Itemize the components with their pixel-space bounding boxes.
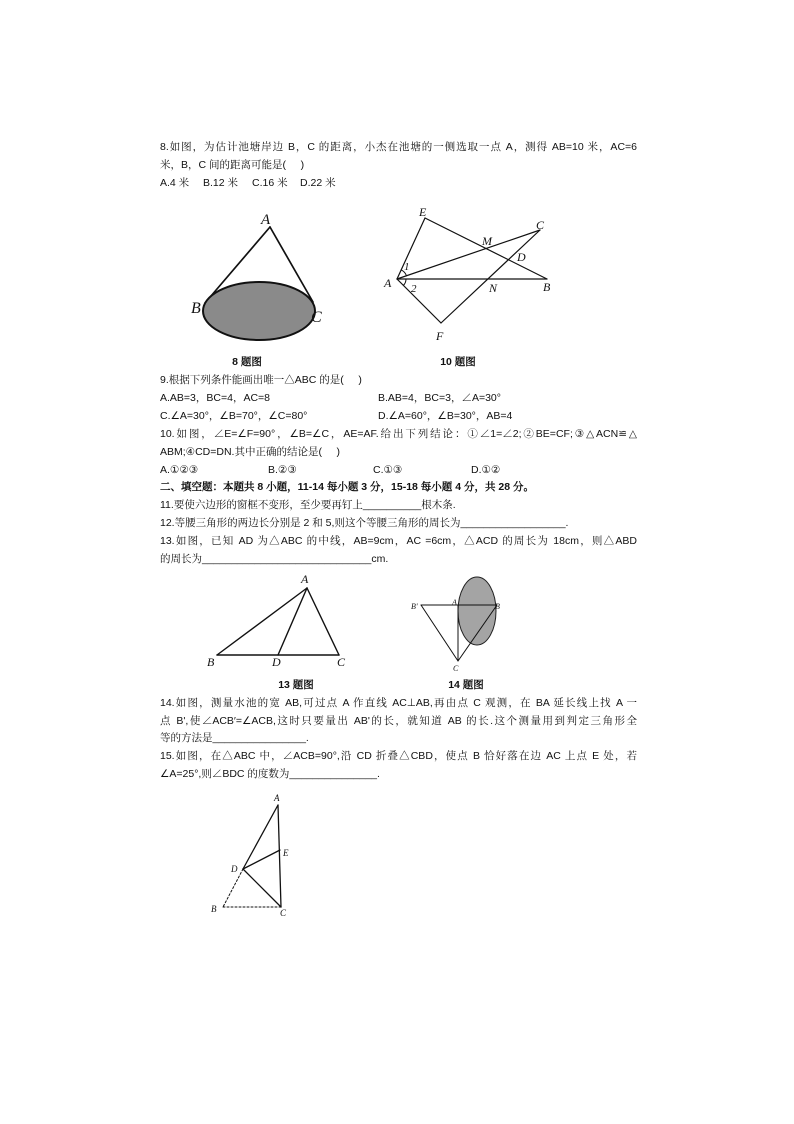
figure-10 [378,200,558,350]
fig15-label-e: E [283,848,289,858]
section-heading: 二、填空题：本题共 8 小题，11-14 每小题 3 分，15-18 每小题 4 分，共 28 分。 [160,481,534,493]
q9-option-c: C.∠A=30°，∠B=70°，∠C=80° [160,410,308,422]
q10-option-d: D.①② [471,464,501,476]
q9-option-a: A.AB=3，BC=4，AC=8 [160,392,271,404]
fig14-caption: 14 题图 [448,679,484,691]
fig8-label-c: C [311,309,322,326]
q10-option-b: B.②③ [268,464,297,476]
fig14-segment-bprime-c [421,605,458,661]
fig10-label-e: E [419,205,427,219]
fig14-pond-ellipse [458,577,496,645]
fig10-label-d: D [517,250,526,264]
fig15-segment-dc [243,869,281,907]
fig10-label-a: A [384,276,392,290]
fig14-label-a: A [452,598,457,607]
fig13-caption: 13 题图 [278,679,314,691]
q13-stem-line-1: 13.如图，已知 AD 为△ABC 的中线，AB=9cm，AC =6cm，△ACD 的周长为 18cm，则△ABD [160,535,637,547]
fig10-label-f: F [436,329,444,343]
fig10-label-angle-2: 2 [411,283,417,295]
fig10-label-b: B [543,280,551,294]
fig8-label-a: A [261,212,271,228]
q9-option-b: B.AB=4，BC=3，∠A=30° [378,392,501,404]
fig8-caption: 8 题图 [232,356,262,368]
fig10-caption: 10 题图 [440,356,476,368]
q8-option-c: C.16 米 [252,177,288,189]
q9-stem: 9.根据下列条件能画出唯一△ABC 的是( ) [160,374,362,386]
q15-stem-line-1: 15.如图，在△ABC 中，∠ACB=90°,沿 CD 折叠△CBD，使点 B 恰好落在边 AC 上点 E 处，若 [160,750,637,762]
fig15-label-b: B [211,904,217,914]
q9-option-d: D.∠A=60°，∠B=30°，AB=4 [378,410,513,422]
q8-option-d: D.22 米 [300,177,336,189]
fig8-label-b: B [191,300,201,317]
fig14-label-c: C [453,664,459,673]
fig15-label-c: C [280,908,287,918]
q10-option-c: C.①③ [373,464,403,476]
q10-stem-line-1: 10.如图，∠E=∠F=90°，∠B=∠C，AE=AF.给出下列结论：①∠1=∠2;②BE=CF;③△ACN≌△ [160,428,637,440]
fig8-pond-ellipse [203,282,315,340]
fig14-label-bprime: B' [411,602,418,611]
fig10-label-m: M [482,234,492,248]
fig13-segment-ac [307,588,339,655]
q10-option-a: A.①②③ [160,464,199,476]
fig13-label-b: B [207,655,215,669]
fig13-label-d: D [272,655,281,669]
q15-stem-line-2: ∠A=25°,则∠BDC 的度数为_______________. [160,768,380,780]
figure-14 [405,570,505,680]
figure-13 [196,568,352,672]
fig13-label-a: A [301,572,309,586]
q8-option-a: A.4 米 [160,177,190,189]
fig15-segment-ac [278,805,281,907]
q8-stem-line-1: 8.如图，为估计池塘岸边 B，C 的距离，小杰在池塘的一侧选取一点 A，测得 AB=10 米，AC=6 [160,141,637,153]
fig10-angle-2-arc [403,279,406,285]
fig15-label-a: A [274,793,280,803]
fig10-label-c: C [536,218,545,232]
q12-text: 12.等腰三角形的两边长分别是 2 和 5,则这个等腰三角形的周长为__________________. [160,517,569,529]
fig10-segment-eb [425,218,547,279]
q11-text: 11.要使六边形的窗框不变形，至少要再钉上__________根木条. [160,499,456,511]
q13-stem-line-2: 的周长为_____________________________cm. [160,553,389,565]
q14-stem-line-1: 14.如图，测量水池的宽 AB,可过点 A 作直线 AC⊥AB,再由点 C 观测，在 BA 延长线上找 A 一 [160,697,637,709]
fig15-label-d: D [231,864,238,874]
figure-8 [180,200,340,350]
fig10-label-angle-1: 1 [404,261,410,273]
q14-stem-line-3: 等的方法是________________. [160,732,309,744]
fig15-dashed-db [223,869,243,907]
q8-stem-line-2: 米，B，C 间的距离可能是( ) [160,159,305,171]
q14-stem-line-2: 点 B',使∠ACB′=∠ACB,这时只要量出 AB'的长，就知道 AB 的长.这个测量用到判定三角形全 [160,715,637,727]
fig14-label-b: B [495,602,500,611]
fig10-label-n: N [489,281,498,295]
q8-option-b: B.12 米 [203,177,239,189]
figure-15 [200,788,300,923]
q10-stem-line-2: ABM;④CD=DN.其中正确的结论是( ) [160,446,341,458]
fig13-label-c: C [337,655,346,669]
fig13-segment-ab [217,588,307,655]
